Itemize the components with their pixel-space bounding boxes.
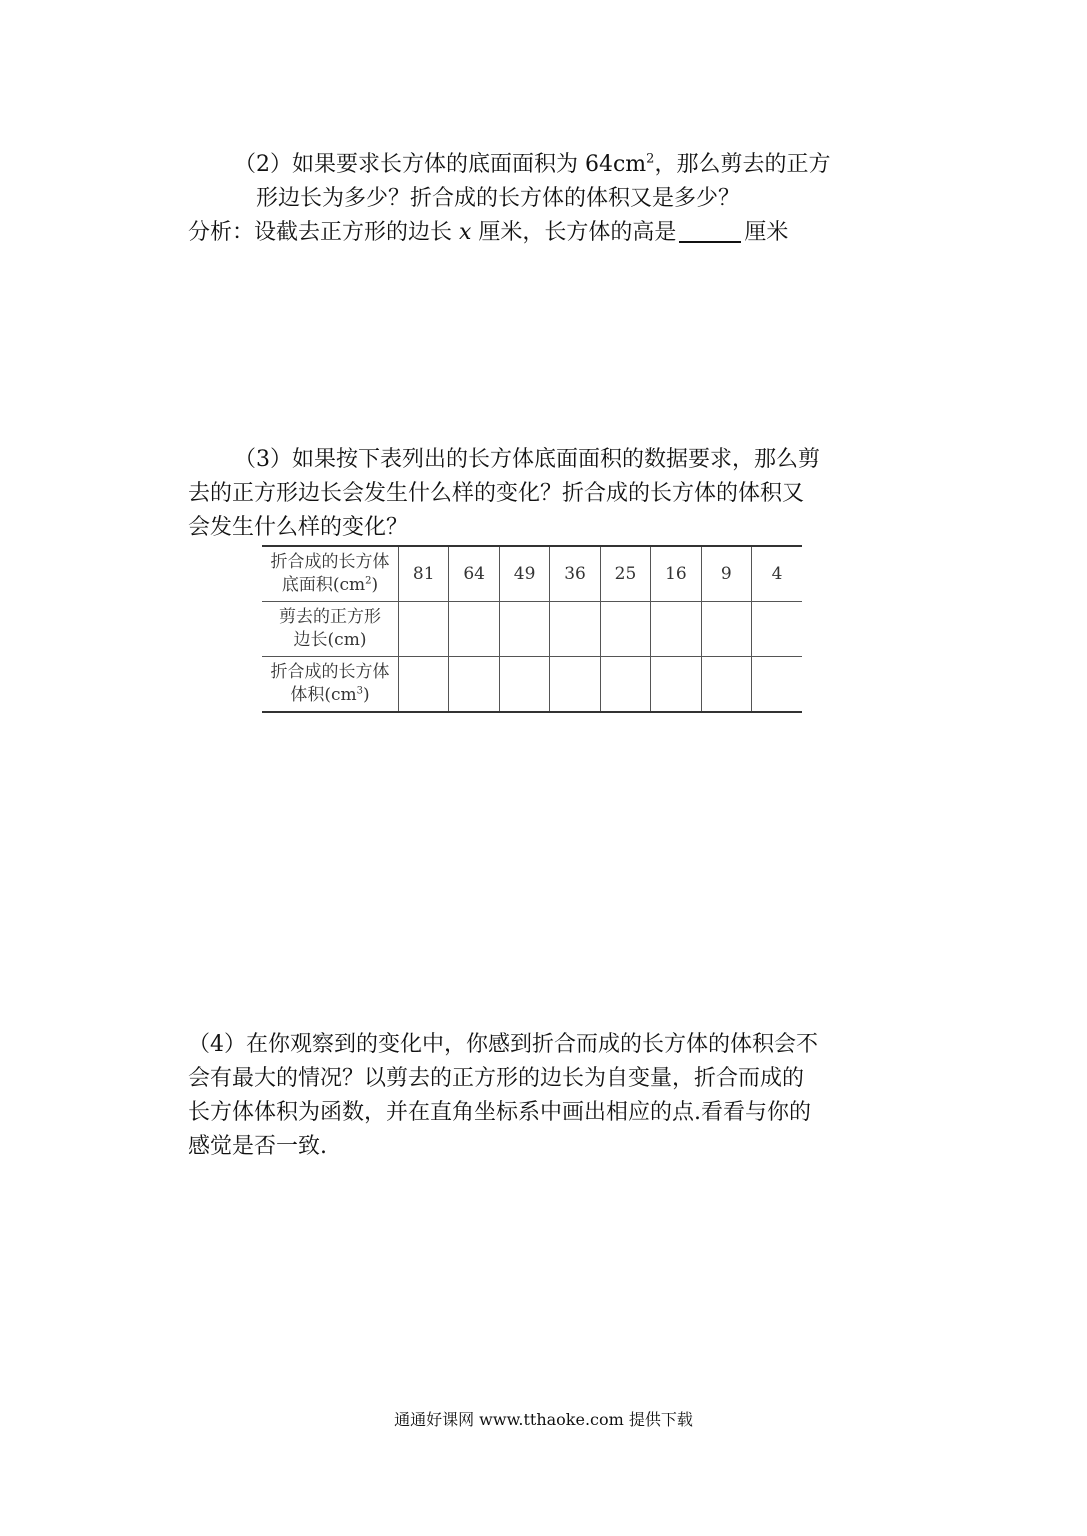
row-header-base-area: 折合成的长方体 底面积$(cm^2)$ [262,546,399,602]
q2-analysis-suffix: 厘米 [744,220,789,245]
table-cell-empty[interactable] [701,602,751,657]
table-cell-value: 64 [449,546,499,602]
q2-line-2: 形边长为多少？折合成的长方体的体积又是多少？ [256,186,741,211]
table-cell-value: 36 [550,546,600,602]
q2-line-1 [234,148,830,182]
table-cell-empty[interactable] [449,656,499,712]
data-table [262,545,802,713]
table-row-base-area [262,546,802,602]
q2-line-1-suffix: ，那么剪去的正方 [654,152,831,177]
table-row-side-length [262,602,802,657]
table-cell-value: 16 [651,546,701,602]
q4-line-3: 长方体体积为函数，并在直角坐标系中画出相应的点.看看与你的 [188,1100,811,1125]
q4-line-1: （4）在你观察到的变化中，你感到折合而成的长方体的体积会不 [188,1032,818,1057]
table-cell-empty[interactable] [499,656,549,712]
table-cell-value: 49 [499,546,549,602]
q3-line-1: （3）如果按下表列出的长方体底面面积的数据要求，那么剪 [234,447,820,472]
table-cell-empty[interactable] [701,656,751,712]
answer-blank[interactable] [679,219,741,243]
q2-line-1-prefix: （2）如果要求长方体的底面面积为 64cm [234,152,647,177]
q2-analysis [188,216,788,250]
table-cell-value: 81 [399,546,449,602]
table-cell-empty[interactable] [449,602,499,657]
table-cell-empty[interactable] [651,602,701,657]
footer-credit: 通通好课网 www.tthaoke.com 提供下载 [394,1410,693,1429]
q2-analysis-variable: x [459,220,472,245]
q2-analysis-prefix: 分析：设截去正方形的边长 [188,220,459,245]
table-row-volume [262,656,802,712]
q3-line-2: 去的正方形边长会发生什么样的变化？折合成的长方体的体积又 [188,481,805,506]
table-cell-empty[interactable] [752,602,802,657]
row-header-side-length: 剪去的正方形 边长(cm) [262,602,399,657]
table-cell-empty[interactable] [399,656,449,712]
table-cell-value: 25 [600,546,650,602]
table-cell-empty[interactable] [399,602,449,657]
q4-line-2: 会有最大的情况？以剪去的正方形的边长为自变量，折合而成的 [188,1066,805,1091]
q3-line-3: 会发生什么样的变化？ [188,515,409,540]
q2-line-1-sup: 2 [646,151,655,167]
table-cell-value: 9 [701,546,751,602]
q2-analysis-mid: 厘米，长方体的高是 [471,220,677,245]
table-cell-empty[interactable] [550,656,600,712]
table-cell-empty[interactable] [550,602,600,657]
row-header-volume: 折合成的长方体 体积$(cm^3)$ [262,656,399,712]
q4-line-4: 感觉是否一致. [188,1134,327,1159]
table-cell-empty[interactable] [752,656,802,712]
table-cell-empty[interactable] [651,656,701,712]
table-cell-value: 4 [752,546,802,602]
table-cell-empty[interactable] [600,602,650,657]
table-cell-empty[interactable] [499,602,549,657]
table-cell-empty[interactable] [600,656,650,712]
